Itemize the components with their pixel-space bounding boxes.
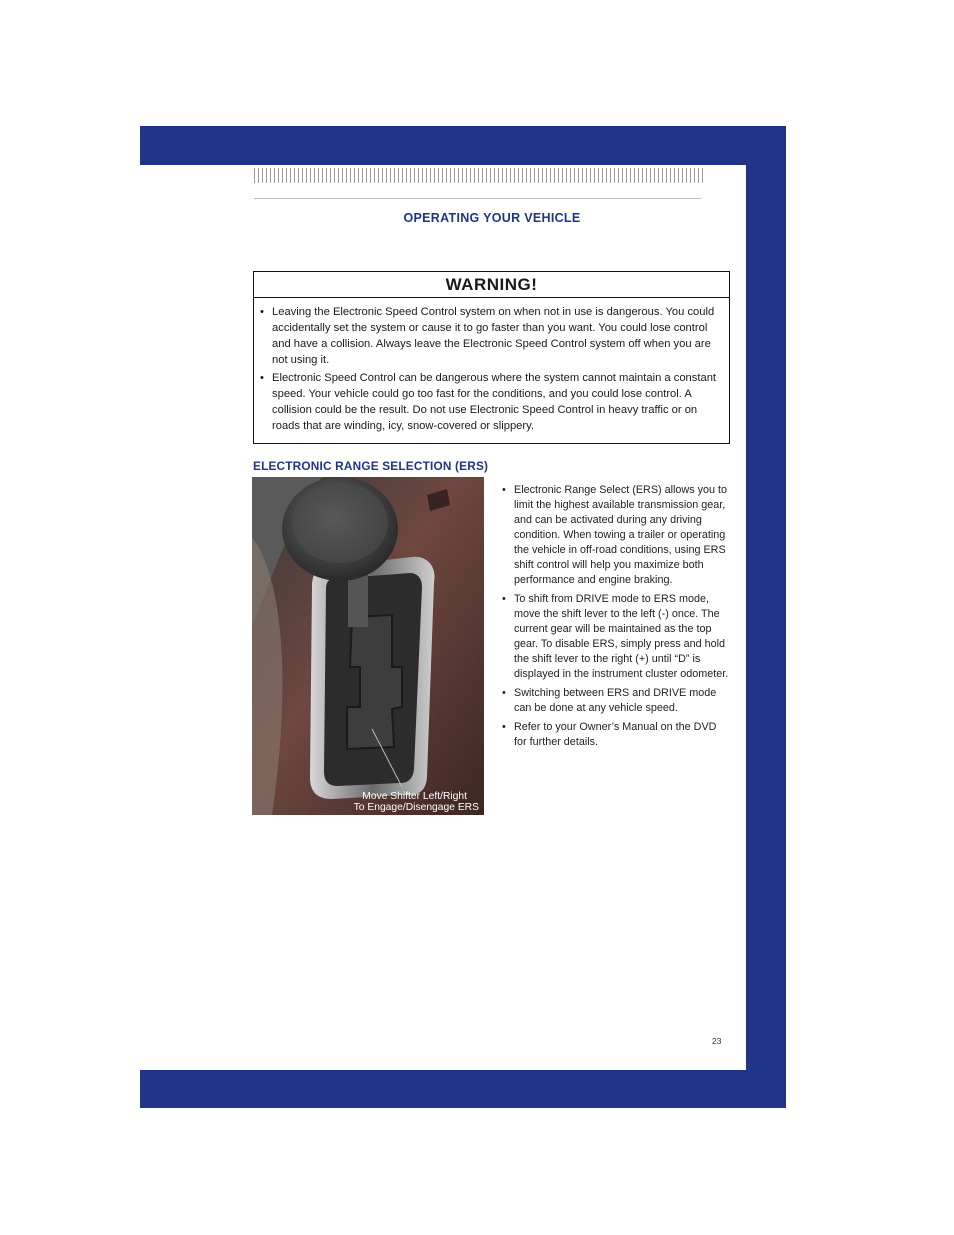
bullet-icon: • xyxy=(502,593,506,605)
decorative-tick-bar xyxy=(254,168,704,183)
section-title: OPERATING YOUR VEHICLE xyxy=(403,211,581,225)
ers-list xyxy=(502,483,730,754)
page-number: 23 xyxy=(712,1036,722,1046)
bullet-icon: • xyxy=(502,721,506,733)
ers-item-text: Electronic Range Select (ERS) allows you to limit the highest available transmission gear, and can be activated during any driving condition. When towing a trailer or operating the vehicle in off-road conditions, using ERS shift control will help you maximize both performance and engine braking. xyxy=(514,484,728,586)
ers-item xyxy=(502,686,730,716)
ers-heading: ELECTRONIC RANGE SELECTION (ERS) xyxy=(253,459,489,473)
ers-item-text: Refer to your Owner’s Manual on the DVD for further details. xyxy=(514,721,717,748)
shifter-illustration xyxy=(252,477,484,815)
bullet-icon: • xyxy=(502,484,506,496)
warning-item xyxy=(260,304,719,368)
shifter-photo xyxy=(252,477,484,815)
ers-item-text: Switching between ERS and DRIVE mode can be done at any vehicle speed. xyxy=(514,687,717,714)
ers-item xyxy=(502,483,730,588)
ers-item xyxy=(502,592,730,682)
warning-item-text: Electronic Speed Control can be dangerous where the system cannot maintain a constant speed. Your vehicle could go too fast for the conditions, and you could lose control. A collision could be the result. Do not use Electronic Speed Control in heavy traffic or on roads that are winding, icy, snow-covered or slippery. xyxy=(272,372,717,432)
bullet-icon: • xyxy=(502,687,506,699)
ers-item xyxy=(502,720,730,750)
photo-caption-line1: Move Shifter Left/Right xyxy=(362,791,467,802)
bullet-icon: • xyxy=(260,306,264,318)
header-rule xyxy=(254,198,701,199)
warning-title: WARNING! xyxy=(254,272,729,298)
warning-item xyxy=(260,370,719,434)
photo-caption-line2: To Engage/Disengage ERS xyxy=(353,802,479,813)
ers-item-text: To shift from DRIVE mode to ERS mode, move the shift lever to the left (-) once. The current gear will be maintained as the top gear. To disable ERS, simply press and hold the shift lever to the right (+) until “D” is displayed in the instrument cluster odometer. xyxy=(514,593,729,680)
warning-list xyxy=(254,298,729,434)
bullet-icon: • xyxy=(260,372,264,384)
warning-item-text: Leaving the Electronic Speed Control system on when not in use is dangerous. You could accidentally set the system or cause it to go faster than you want. You could lose control and have a collision. Always leave the Electronic Speed Control system off when you are not using it. xyxy=(272,306,715,366)
warning-box xyxy=(253,271,730,444)
